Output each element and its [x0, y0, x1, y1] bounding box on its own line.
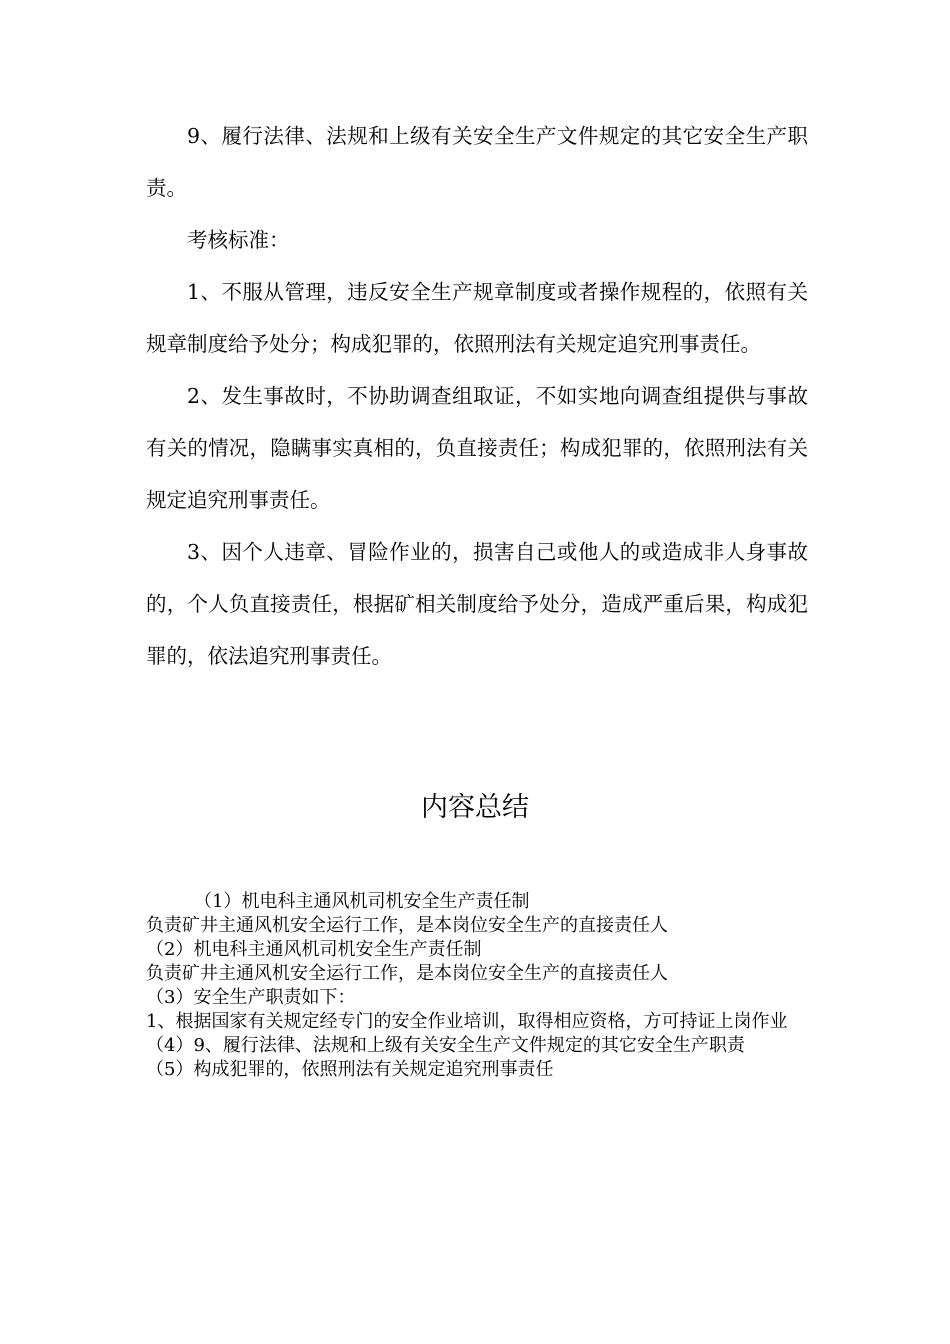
- paragraph-assessment-1: 1、不服从管理，违反安全生产规章制度或者操作规程的，依照有关规章制度给予处分；构成犯罪的，依照刑法有关规定追究刑事责任。: [146, 280, 808, 356]
- summary-line: （4）9、履行法律、法规和上级有关安全生产文件规定的其它安全生产职责: [146, 1035, 745, 1056]
- summary-line: （2）机电科主通风机司机安全生产责任制: [146, 939, 482, 960]
- document-body: [146, 110, 808, 682]
- summary-line: 1、根据国家有关规定经专门的安全作业培训，取得相应资格，方可持证上岗作业: [146, 1011, 788, 1032]
- paragraph-assessment-3: 3、因个人违章、冒险作业的，损害自己或他人的或造成非人身事故的，个人负直接责任，根据矿相关制度给予处分，造成严重后果，构成犯罪的，依法追究刑事责任。: [146, 540, 808, 668]
- summary-line: （3）安全生产职责如下：: [146, 987, 356, 1008]
- paragraph-assessment-2: 2、发生事故时，不协助调查组取证，不如实地向调查组提供与事故有关的情况，隐瞒事实真相的，负直接责任；构成犯罪的，依照刑法有关规定追究刑事责任。: [146, 384, 808, 512]
- paragraph-assessment-heading: 考核标准：: [187, 228, 290, 252]
- summary-title: 内容总结: [421, 792, 529, 823]
- summary-section: [146, 890, 806, 1082]
- summary-line: 负责矿井主通风机安全运行工作，是本岗位安全生产的直接责任人: [146, 915, 668, 936]
- paragraph-duty-9: 9、履行法律、法规和上级有关安全生产文件规定的其它安全生产职责。: [146, 124, 808, 200]
- summary-line: （5）构成犯罪的，依照刑法有关规定追究刑事责任: [146, 1059, 554, 1080]
- summary-line: （1）机电科主通风机司机安全生产责任制: [194, 891, 530, 912]
- summary-line: 负责矿井主通风机安全运行工作，是本岗位安全生产的直接责任人: [146, 963, 668, 984]
